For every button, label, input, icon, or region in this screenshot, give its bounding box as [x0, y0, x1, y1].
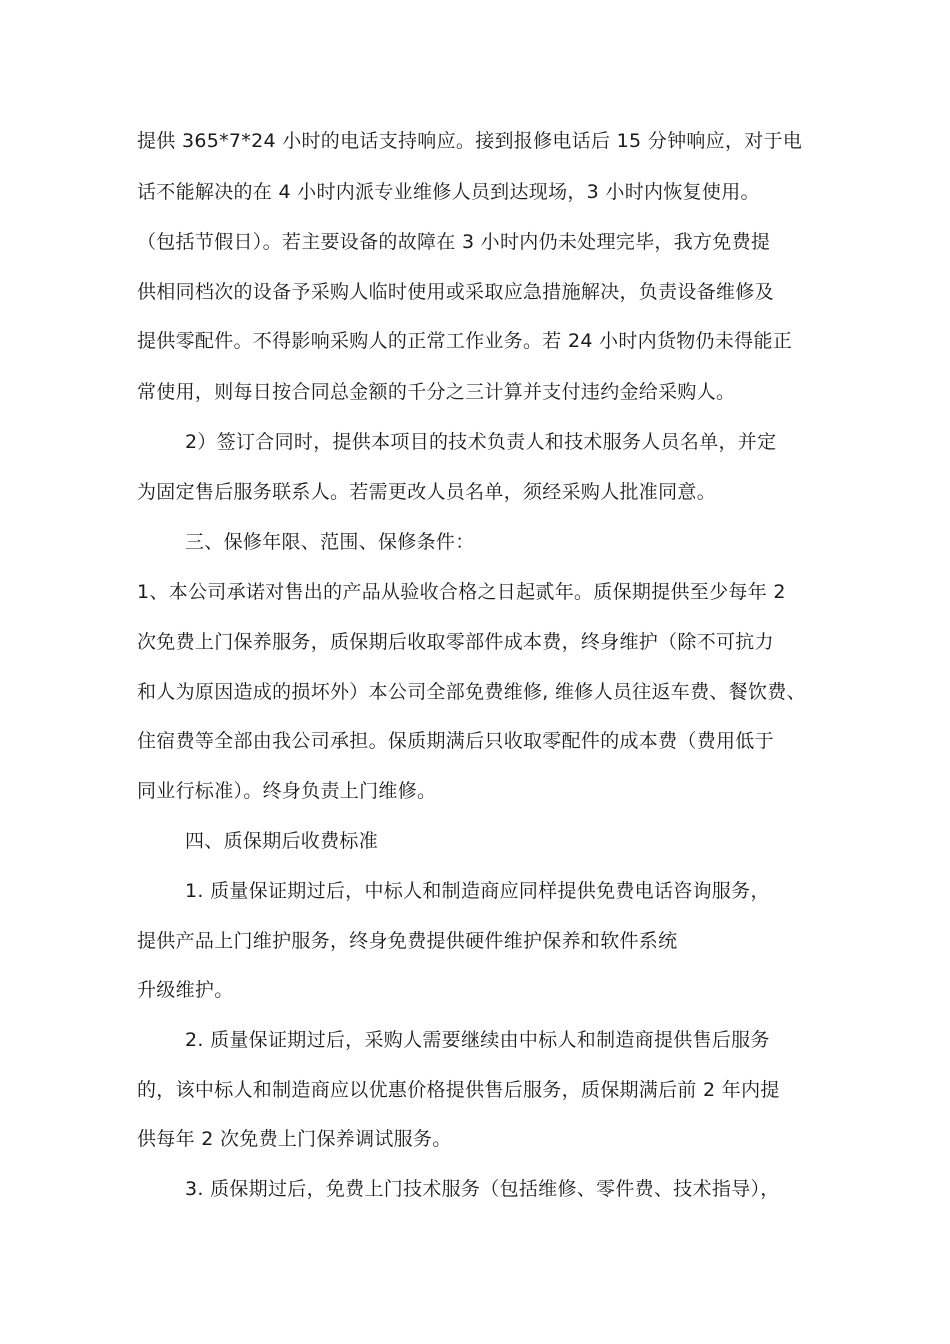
paragraph-line: 2）签订合同时，提供本项目的技术负责人和技术服务人员名单，并定	[185, 431, 777, 453]
paragraph-line: 供相同档次的设备予采购人临时使用或采取应急措施解决，负责设备维修及	[137, 281, 774, 303]
paragraph-line: 3. 质保期过后，免费上门技术服务（包括维修、零件费、技术指导），	[185, 1178, 780, 1200]
paragraph-line: （包括节假日）。若主要设备的故障在 3 小时内仍未处理完毕，我方免费提	[137, 231, 771, 253]
paragraph-line: 话不能解决的在 4 小时内派专业维修人员到达现场，3 小时内恢复使用。	[137, 181, 760, 203]
section-heading: 四、质保期后收费标准	[185, 830, 379, 852]
paragraph-line: 提供产品上门维护服务，终身免费提供硬件维护保养和软件系统	[137, 930, 678, 952]
paragraph-line: 同业行标准）。终身负责上门维修。	[137, 780, 437, 802]
paragraph-line: 1. 质量保证期过后，中标人和制造商应同样提供免费电话咨询服务，	[185, 880, 770, 902]
paragraph-line: 次免费上门保养服务，质保期后收取零部件成本费，终身维护（除不可抗力	[137, 631, 774, 653]
paragraph-line: 供每年 2 次免费上门保养调试服务。	[137, 1128, 452, 1150]
paragraph-line: 1、本公司承诺对售出的产品从验收合格之日起贰年。质保期提供至少每年 2	[137, 581, 786, 603]
section-heading: 三、保修年限、范围、保修条件：	[185, 531, 475, 553]
paragraph-line: 升级维护。	[137, 979, 234, 1001]
paragraph-line: 2. 质量保证期过后，采购人需要继续由中标人和制造商提供售后服务	[185, 1029, 770, 1051]
paragraph-line: 常使用，则每日按合同总金额的千分之三计算并支付违约金给采购人。	[137, 381, 736, 403]
paragraph-line: 的，该中标人和制造商应以优惠价格提供售后服务，质保期满后前 2 年内提	[137, 1079, 780, 1101]
paragraph-line: 住宿费等全部由我公司承担。保质期满后只收取零配件的成本费（费用低于	[137, 730, 774, 752]
paragraph-line: 为固定售后服务联系人。若需更改人员名单，须经采购人批准同意。	[137, 481, 717, 503]
paragraph-line: 提供零配件。不得影响采购人的正常工作业务。若 24 小时内货物仍未得能正	[137, 330, 793, 352]
paragraph-line: 和人为原因造成的损坏外）本公司全部免费维修, 维修人员往返车费、餐饮费、	[137, 681, 806, 703]
paragraph-line: 提供 365*7*24 小时的电话支持响应。接到报修电话后 15 分钟响应，对于电	[137, 130, 803, 152]
